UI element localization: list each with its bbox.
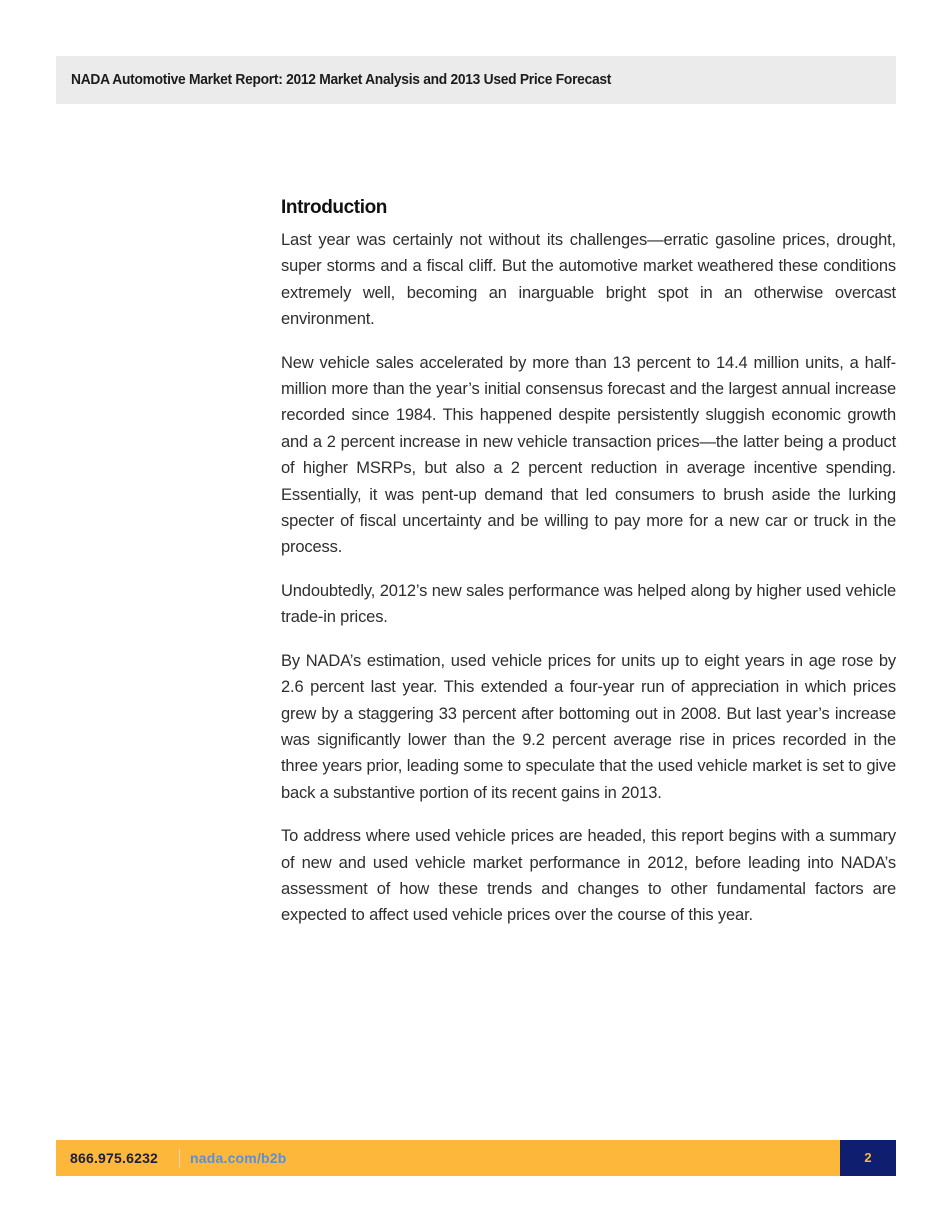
page-number: 2 <box>864 1150 872 1165</box>
paragraph-4: By NADA’s estimation, used vehicle prices for units up to eight years in age rose by 2.6 percent last year. This extended a four-year run of appreciation in which prices grew by a staggering 33 percent after bottoming out in 2008. But last year’s increase was significantly lower than the 9.2 percent average rise in prices recorded in the three years prior, leading some to speculate that the used vehicle market is set to give back a substantive portion of its recent gains in 2013. <box>281 651 896 802</box>
report-header <box>56 56 896 104</box>
footer-url-link[interactable]: nada.com/b2b <box>190 1150 287 1166</box>
footer-phone: 866.975.6232 <box>70 1150 159 1166</box>
page-footer <box>56 1140 896 1176</box>
section-heading: Introduction <box>281 197 388 218</box>
main-content <box>281 195 896 946</box>
report-title: NADA Automotive Market Report: 2012 Market Analysis and 2013 Used Price Forecast <box>71 71 612 88</box>
paragraph-2: New vehicle sales accelerated by more than 13 percent to 14.4 million units, a half-million more than the year’s initial consensus forecast and the largest annual increase recorded since 1984. This happened despite persistently sluggish economic growth and a 2 percent increase in new vehicle transaction prices—the latter being a product of higher MSRPs, but also a 2 percent reduction in average incentive spending. Essentially, it was pent-up demand that led consumers to brush aside the lurking specter of fiscal uncertainty and be willing to pay more for a new car or truck in the process. <box>281 353 896 557</box>
paragraph-5: To address where used vehicle prices are headed, this report begins with a summary of new and used vehicle market performance in 2012, before leading into NADA’s assessment of how these trends and changes to other fundamental factors are expected to affect used vehicle prices over the course of this year. <box>281 827 896 925</box>
paragraph-1: Last year was certainly not without its challenges—erratic gasoline prices, drought, super storms and a fiscal cliff. But the automotive market weathered these conditions extremely well, becoming an inarguable bright spot in an otherwise overcast environment. <box>281 231 896 329</box>
footer-divider <box>179 1149 180 1168</box>
page-number-box <box>840 1140 896 1176</box>
paragraph-3: Undoubtedly, 2012’s new sales performance was helped along by higher used vehicle trade-in prices. <box>281 581 896 627</box>
